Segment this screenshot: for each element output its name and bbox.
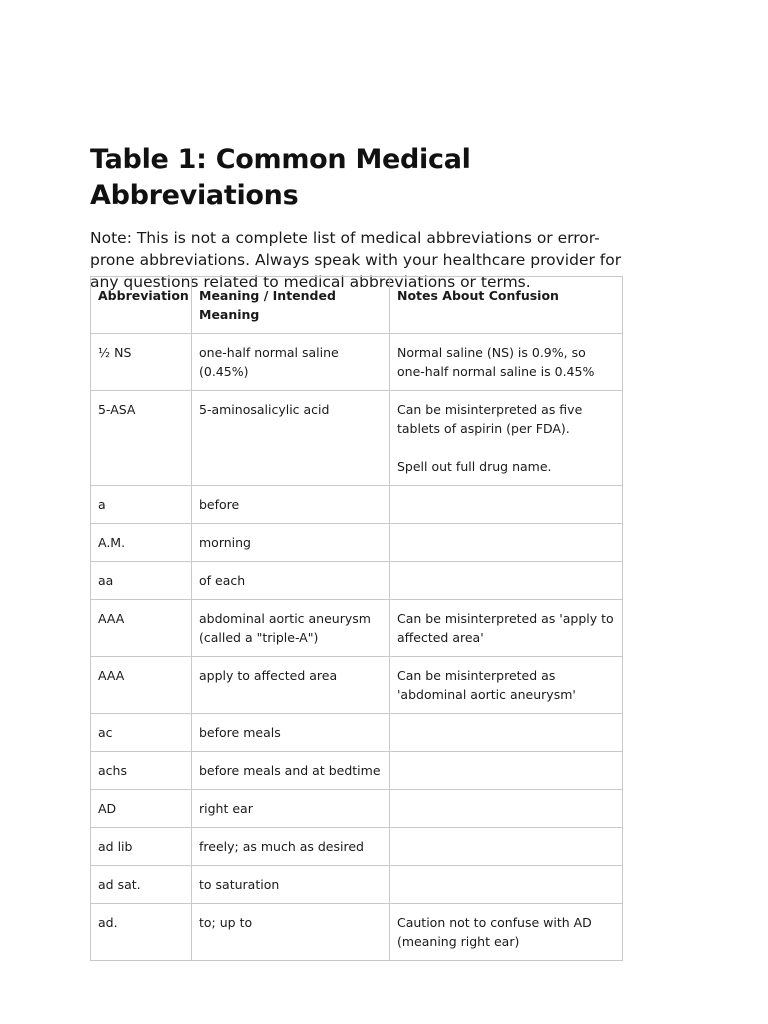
page-title: Table 1: Common Medical Abbreviations (90, 144, 471, 211)
meaning-cell: to saturation (192, 866, 390, 904)
note-paragraph: Can be misinterpreted as 'abdominal aortic aneurysm' (397, 668, 576, 702)
abbreviation-cell: AD (91, 790, 192, 828)
table-row (91, 486, 623, 524)
meaning-cell: apply to affected area (192, 657, 390, 714)
header-row (91, 277, 623, 334)
meaning-cell: before meals and at bedtime (192, 752, 390, 790)
abbreviation-cell: aa (91, 562, 192, 600)
disclaimer-note: Note: This is not a complete list of medical abbreviations or error-prone abbreviations. Always speak with your healthcare provider for any questions related to medical abbreviations or terms. (90, 229, 622, 291)
note-paragraph: Can be misinterpreted as five tablets of aspirin (per FDA). (397, 402, 583, 436)
table-row (91, 562, 623, 600)
table-row (91, 828, 623, 866)
abbreviation-cell: 5-ASA (91, 391, 192, 486)
table-row (91, 600, 623, 657)
abbreviation-cell: A.M. (91, 524, 192, 562)
abbreviation-cell: ad. (91, 904, 192, 961)
meaning-cell: right ear (192, 790, 390, 828)
notes-cell (390, 562, 623, 600)
meaning-cell: freely; as much as desired (192, 828, 390, 866)
abbreviation-cell: achs (91, 752, 192, 790)
note-paragraph: Spell out full drug name. (397, 459, 552, 474)
table-row (91, 714, 623, 752)
meaning-cell: 5-aminosalicylic acid (192, 391, 390, 486)
notes-cell (390, 524, 623, 562)
document-body (90, 142, 650, 949)
notes-cell (390, 486, 623, 524)
meaning-cell: one-half normal saline (0.45%) (192, 334, 390, 391)
meaning-cell: abdominal aortic aneurysm (called a "triple-A") (192, 600, 390, 657)
notes-cell (390, 828, 623, 866)
table-row (91, 657, 623, 714)
abbreviations-table (90, 276, 623, 961)
column-header-abbreviation: Abbreviation (91, 277, 192, 334)
notes-cell (390, 714, 623, 752)
meaning-cell: before (192, 486, 390, 524)
meaning-cell: to; up to (192, 904, 390, 961)
table-row (91, 904, 623, 961)
abbreviation-cell: AAA (91, 657, 192, 714)
notes-cell (390, 752, 623, 790)
notes-cell (390, 790, 623, 828)
table-header (91, 277, 623, 334)
table-body (91, 334, 623, 961)
abbreviation-cell: ac (91, 714, 192, 752)
table-row (91, 334, 623, 391)
note-paragraph: Normal saline (NS) is 0.9%, so one-half normal saline is 0.45% (397, 345, 595, 379)
abbreviation-cell: AAA (91, 600, 192, 657)
note-paragraph: Can be misinterpreted as 'apply to affected area' (397, 611, 614, 645)
table-row (91, 391, 623, 486)
table-row (91, 790, 623, 828)
notes-cell (390, 391, 623, 486)
meaning-cell: morning (192, 524, 390, 562)
meaning-cell: of each (192, 562, 390, 600)
column-header-notes: Notes About Confusion (390, 277, 623, 334)
table-row (91, 524, 623, 562)
notes-cell (390, 657, 623, 714)
abbreviation-cell: a (91, 486, 192, 524)
meaning-cell: before meals (192, 714, 390, 752)
note-paragraph: Caution not to confuse with AD (meaning right ear) (397, 915, 592, 949)
table-row (91, 752, 623, 790)
abbreviation-cell: ad lib (91, 828, 192, 866)
abbreviation-cell: ½ NS (91, 334, 192, 391)
column-header-meaning: Meaning / Intended Meaning (192, 277, 390, 334)
notes-cell (390, 866, 623, 904)
table-row (91, 866, 623, 904)
notes-cell (390, 904, 623, 961)
notes-cell (390, 334, 623, 391)
notes-cell (390, 600, 623, 657)
abbreviation-cell: ad sat. (91, 866, 192, 904)
